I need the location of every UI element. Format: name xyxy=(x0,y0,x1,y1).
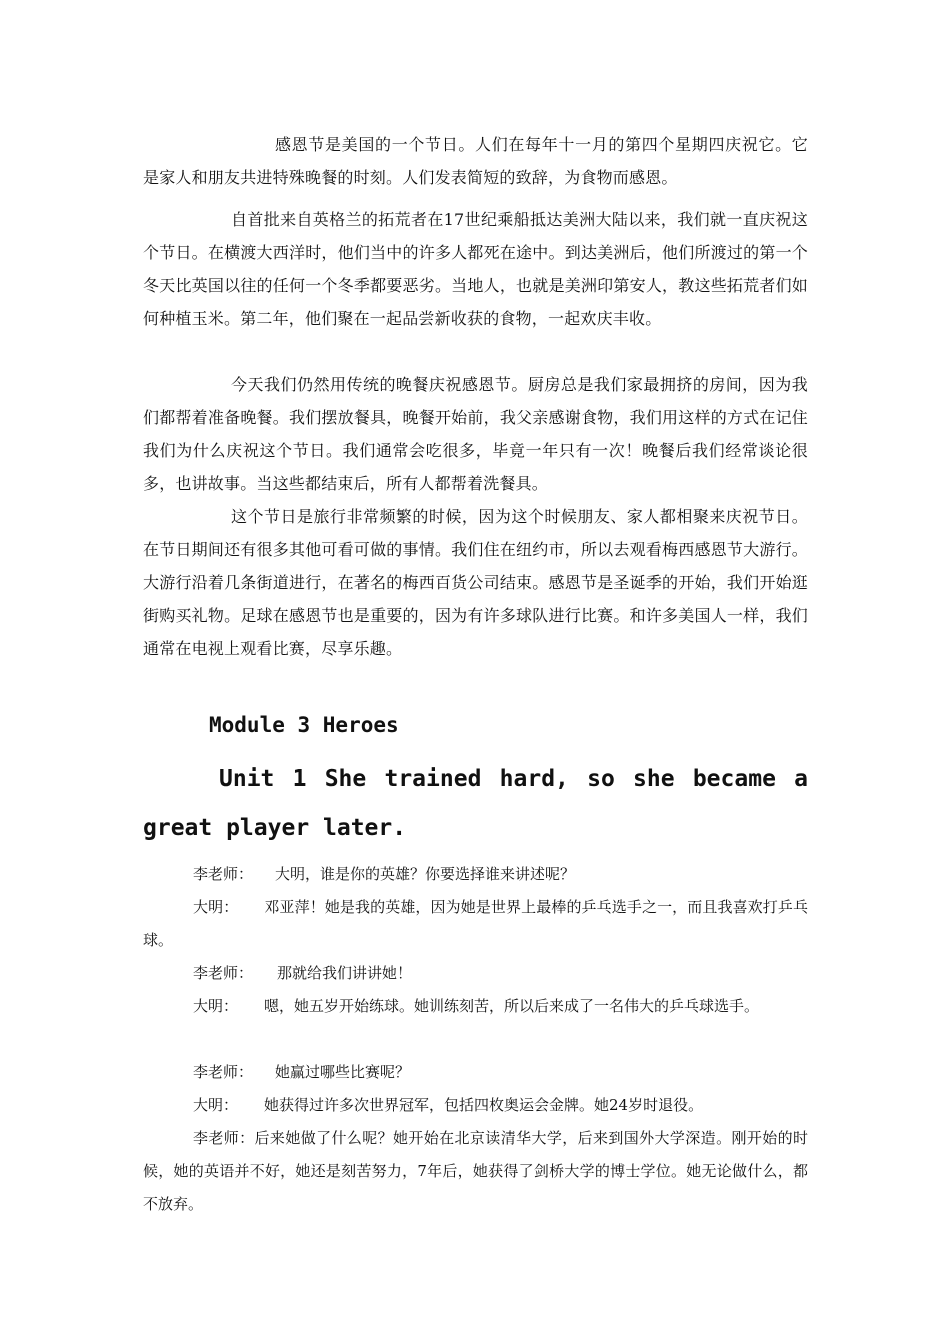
dialogue-speaker: 李老师： xyxy=(193,964,254,982)
passage-paragraph-2: 自首批来自英格兰的拓荒者在17世纪乘船抵达美洲大陆以来，我们就一直庆祝这个节日。在横渡大西洋时，他们当中的许多人都死在途中。到达美洲后，他们所渡过的第一个冬天比英国以往的任何一个冬季都要恶劣。当地人，也就是美洲印第安人，教这些拓荒者们如何种植玉米。第二年，他们聚在一起品尝新收获的食物，一起欢庆丰收。 xyxy=(143,210,808,328)
dialogue-line-3 xyxy=(143,957,808,990)
dialogue-text: 邓亚萍！她是我的英雄，因为她是世界上最棒的乒乓选手之一，而且我喜欢打乒乓球。 xyxy=(143,898,808,949)
dialogue-line-1 xyxy=(143,858,808,891)
dialogue-speaker: 李老师： xyxy=(193,865,254,883)
dialogue-text: 她获得过许多次世界冠军，包括四枚奥运会金牌。她24岁时退役。 xyxy=(264,1096,704,1114)
unit-title: Unit 1 She trained hard, so she became a great player later. xyxy=(143,766,808,841)
dialogue-text: 她赢过哪些比赛呢？ xyxy=(275,1063,411,1081)
passage-paragraph-4: 这个节日是旅行非常频繁的时候，因为这个时候朋友、家人都相聚来庆祝节日。在节日期间还有很多其他可看可做的事情。我们住在纽约市，所以去观看梅西感恩节大游行。大游行沿着几条街道进行，在著名的梅西百货公司结束。感恩节是圣诞季的开始，我们开始逛街购买礼物。足球在感恩节也是重要的，因为有许多球队进行比赛。和许多美国人一样，我们通常在电视上观看比赛，尽享乐趣。 xyxy=(143,507,808,658)
passage-paragraph-1: 感恩节是美国的一个节日。人们在每年十一月的第四个星期四庆祝它。它是家人和朋友共进特殊晚餐的时刻。人们发表简短的致辞，为食物而感恩。 xyxy=(143,135,808,187)
dialogue-text: 那就给我们讲讲她！ xyxy=(277,964,413,982)
dialogue-speaker: 李老师： xyxy=(193,1063,254,1081)
dialogue-line-5 xyxy=(143,1056,808,1089)
dialogue-speaker: 大明： xyxy=(193,1096,239,1114)
dialogue-line-4 xyxy=(143,990,808,1023)
dialogue-text: 大明，谁是你的英雄？你要选择谁来讲述呢？ xyxy=(275,865,576,883)
passage-paragraph-3: 今天我们仍然用传统的晚餐庆祝感恩节。厨房总是我们家最拥挤的房间，因为我们都帮着准备晚餐。我们摆放餐具，晚餐开始前，我父亲感谢食物，我们用这样的方式在记住我们为什么庆祝这个节日。我们通常会吃很多，毕竟一年只有一次！晚餐后我们经常谈论很多，也讲故事。当这些都结束后，所有人都帮着洗餐具。 xyxy=(143,375,808,493)
dialogue-line-6 xyxy=(143,1089,808,1122)
dialogue-line-7 xyxy=(143,1122,808,1221)
dialogue-text: 后来她做了什么呢？她开始在北京读清华大学，后来到国外大学深造。刚开始的时候，她的英语并不好，她还是刻苦努力，7年后，她获得了剑桥大学的博士学位。她无论做什么，都不放弃。 xyxy=(143,1129,808,1213)
dialogue-speaker: 大明： xyxy=(193,898,239,916)
dialogue-text: 嗯，她五岁开始练球。她训练刻苦，所以后来成了一名伟大的乒乓球选手。 xyxy=(264,997,760,1015)
module-title: Module 3 Heroes xyxy=(209,713,399,737)
dialogue-line-2 xyxy=(143,891,808,957)
dialogue-speaker: 李老师： xyxy=(193,1129,255,1147)
dialogue-speaker: 大明： xyxy=(193,997,239,1015)
